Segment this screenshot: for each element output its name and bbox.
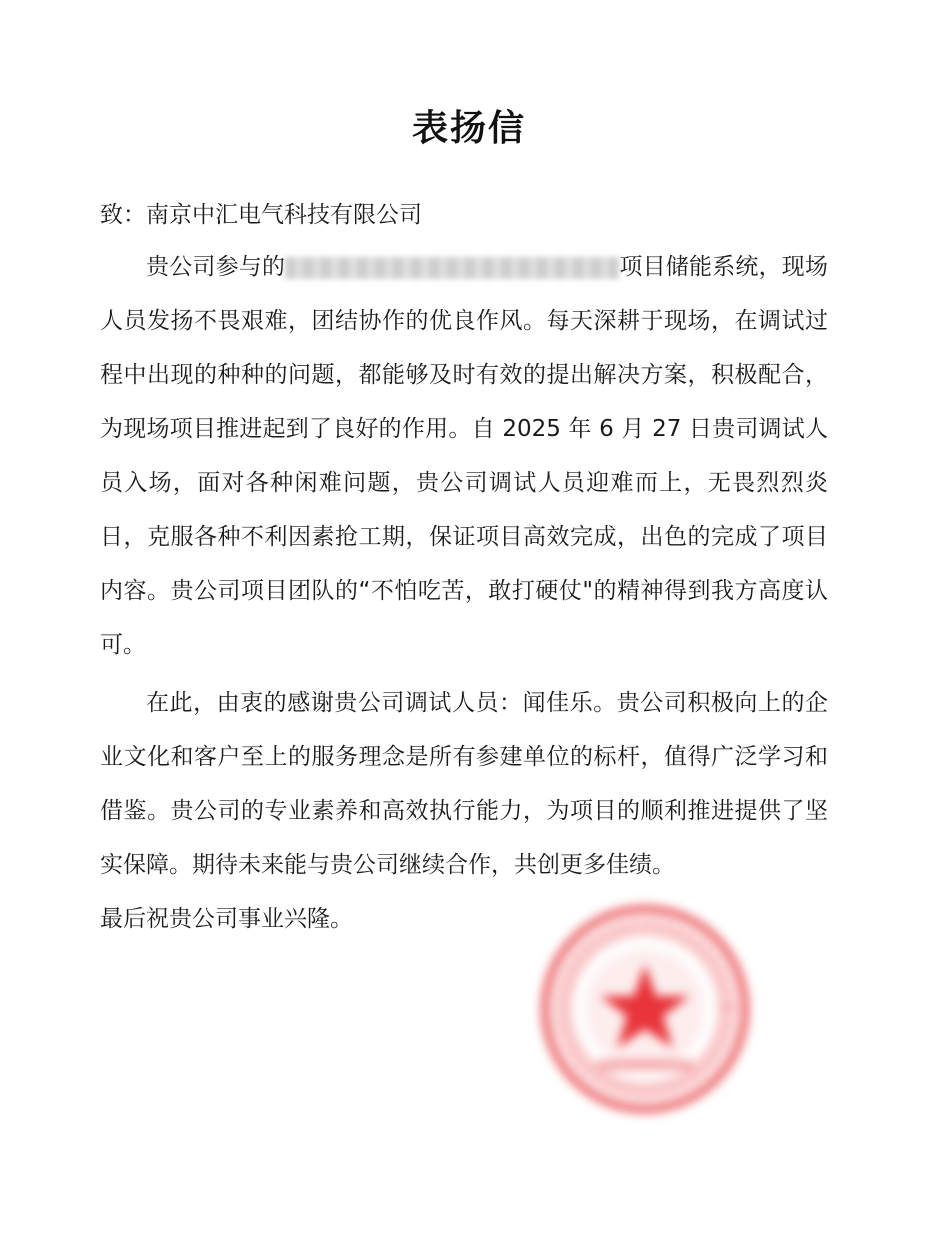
company-seal-icon [538, 902, 752, 1116]
redacted-project-name [285, 257, 619, 279]
paragraph-2: 在此，由衷的感谢贵公司调试人员：闻佳乐。贵公司积极向上的企业文化和客户至上的服务理念是所有参建单位的标杆，值得广泛学习和借鉴。贵公司的专业素养和高效执行能力，为项目的顺利推进提供了坚实保障。期待未来能与贵公司继续合作，共创更多佳绩。 [100, 690, 828, 878]
recipient-line: 致：南京中汇电气科技有限公司 [100, 202, 422, 228]
paragraph-1 [100, 240, 828, 672]
closing-line: 最后祝贵公司事业兴隆。 [100, 906, 353, 932]
paragraph-1-rest: 项目储能系统，现场人员发扬不畏艰难，团结协作的优良作风。每天深耕于现场，在调试过程中出现的种种的问题，都能够及时有效的提出解决方案，积极配合，为现场项目推进起到了良好的作用。自 2025 年 6 月 27 日贵司调试人员入场，面对各种闲难问题，贵公司调试人员迎难而上，无畏烈烈炎日，克服各种不利因素抢工期，保证项目高效完成，出色的完成了项目内容。贵公司项目团队的“不怕吃苦，敢打硬仗"的精神得到我方高度认可。 [100, 254, 829, 658]
page-title: 表扬信 [411, 108, 526, 149]
paragraph-1-lead: 贵公司参与的 [146, 254, 286, 280]
